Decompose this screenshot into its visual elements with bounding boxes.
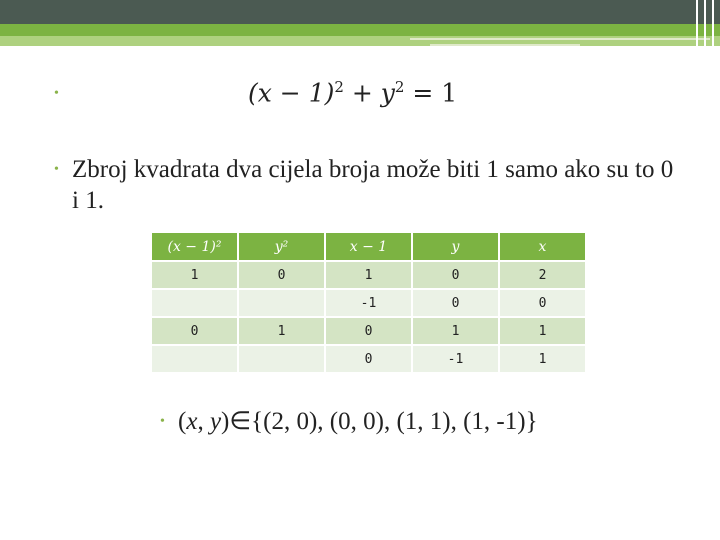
table-cell: 0 [326,318,411,344]
table-cell: 1 [413,318,498,344]
table-header-cell: y [413,233,498,260]
solution-comma: , [197,408,210,435]
table-cell: 0 [152,318,237,344]
table-cell [239,290,324,316]
top-decoration-bar [0,0,720,24]
statement-text: Zbroj kvadrata dva cijela broja može biti 1 samo ako su to 0 i 1. [72,156,674,214]
green-decoration-strip [0,24,720,36]
decoration-line [410,38,710,40]
table-cell: 0 [500,290,585,316]
table-cell [239,346,324,372]
solution-table [150,231,587,374]
table-cell: 1 [500,318,585,344]
table-cell: 0 [413,290,498,316]
solution-y: y [209,408,222,435]
equation-plus: + [343,78,381,108]
solution-set-values: )∈{(2, 0), (0, 0), (1, 1), (1, -1)} [221,408,538,435]
equation-rhs: = 1 [404,78,458,108]
table-header-cell: y² [239,233,324,260]
solution-open: ( [178,408,187,435]
equation-exponent: 2 [394,78,405,96]
table-cell: -1 [326,290,411,316]
table-header-row [152,233,585,260]
table-row [152,346,585,372]
table-cell: 0 [413,262,498,288]
table-cell: -1 [413,346,498,372]
bullet-icon: • [160,414,165,429]
table-cell: 1 [152,262,237,288]
bullet-icon: • [54,162,59,177]
solution-set [178,406,538,436]
equation-exponent: 2 [334,78,344,96]
table-cell [152,290,237,316]
table-cell: 1 [326,262,411,288]
table-header-cell: x [500,233,585,260]
table-cell: 0 [239,262,324,288]
equation [248,78,457,107]
table-cell: 1 [239,318,324,344]
bullet-icon: • [54,86,59,101]
equation-lhs: (x − 1) [248,78,335,108]
table-cell [152,346,237,372]
table-cell: 2 [500,262,585,288]
table-row [152,318,585,344]
table-row [152,262,585,288]
table-header-cell: x − 1 [326,233,411,260]
equation-y: y [380,78,395,108]
table-header-cell: (x − 1)² [152,233,237,260]
table-cell: 1 [500,346,585,372]
solution-x: x [186,408,198,435]
corner-stripes-decoration [690,0,720,48]
table-row [152,290,585,316]
table-cell: 0 [326,346,411,372]
decoration-line [430,44,580,46]
